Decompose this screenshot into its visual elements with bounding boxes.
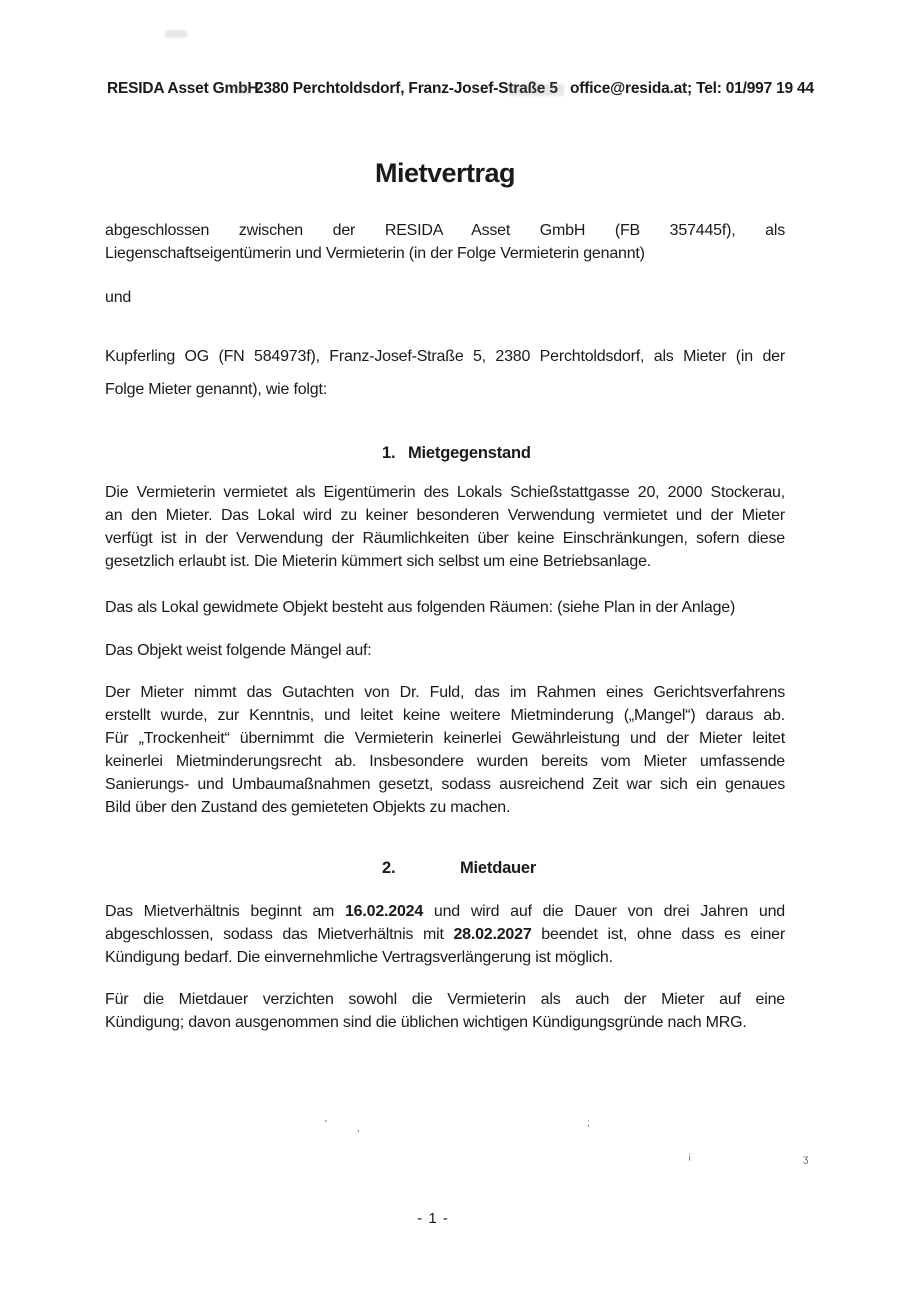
scan-speck: , bbox=[357, 1123, 360, 1134]
text-line: abgeschlossen zwischen der RESIDA Asset GmbH (FB 357445f), als bbox=[105, 222, 785, 239]
text-line: Der Mieter nimmt das Gutachten von Dr. Fuld, das im Rahmen eines Gerichtsverfahrens bbox=[105, 684, 785, 701]
section-2-heading: Mietdauer bbox=[460, 859, 537, 877]
lease-start-date: 16.02.2024 bbox=[344, 903, 424, 920]
scan-speck: ¡ bbox=[688, 1151, 692, 1162]
letterhead-contact: office@resida.at; Tel: 01/997 19 44 bbox=[570, 80, 814, 97]
intro-paragraph-1 bbox=[105, 219, 785, 265]
letterhead-company: RESIDA Asset GmbH bbox=[107, 80, 259, 97]
section-1-paragraph-1 bbox=[105, 481, 785, 573]
section-2-paragraph-2 bbox=[105, 988, 785, 1034]
scan-smudge bbox=[165, 30, 187, 38]
page-number: - 1 - bbox=[417, 1210, 449, 1227]
letterhead-address: 2380 Perchtoldsdorf, Franz-Josef-Straße 5 bbox=[255, 80, 558, 97]
text-line: Kündigung bedarf. Die einvernehmliche Vertragsverlängerung ist möglich. bbox=[105, 949, 613, 966]
text-line: Für die Mietdauer verzichten sowohl die Vermieterin als auch der Mieter auf eine bbox=[105, 991, 785, 1008]
text-line: verfügt ist in der Verwendung der Räumlichkeiten über keine Einschränkungen, sofern diese bbox=[105, 530, 785, 547]
text-line: Folge Mieter genannt), wie folgt: bbox=[105, 381, 327, 398]
text-line bbox=[105, 923, 785, 946]
scan-speck: ; bbox=[587, 1118, 590, 1129]
intro-paragraph-2 bbox=[105, 340, 785, 406]
document-title: Mietvertrag bbox=[374, 158, 516, 188]
section-2-number: 2. bbox=[382, 859, 396, 877]
text-line: Bild über den Zustand des gemieteten Objekts zu machen. bbox=[105, 799, 511, 816]
scan-smudge bbox=[508, 84, 564, 96]
text-segment: beendet ist, ohne dass es einer bbox=[531, 926, 785, 943]
text-segment: Das Mietverhältnis beginnt am bbox=[105, 903, 345, 920]
section-2-paragraph-1 bbox=[105, 900, 785, 969]
text-line: an den Mieter. Das Lokal wird zu keiner besonderen Verwendung vermietet und der Mieter bbox=[105, 507, 785, 524]
scan-smudge bbox=[233, 85, 251, 94]
scan-speck: ' bbox=[325, 1119, 327, 1130]
text-line: Das Objekt weist folgende Mängel auf: bbox=[105, 642, 372, 659]
text-line: Für „Trockenheit“ übernimmt die Vermieterin keinerlei Gewährleistung und der Mieter leitet bbox=[105, 730, 785, 747]
lease-end-date: 28.02.2027 bbox=[453, 926, 532, 943]
text-segment: und wird auf die Dauer von drei Jahren und bbox=[423, 903, 785, 920]
text-line: keinerlei Mietminderungsrecht ab. Insbesondere wurden bereits vom Mieter umfassende bbox=[105, 753, 785, 770]
intro-connector bbox=[105, 286, 785, 309]
text-line: erstellt wurde, zur Kenntnis, und leitet keine weitere Mietminderung („Mangel“) daraus ab. bbox=[105, 707, 785, 724]
section-1-number: 1. bbox=[382, 444, 396, 462]
section-1-paragraph-3 bbox=[105, 639, 785, 662]
section-1-heading: Mietgegenstand bbox=[408, 444, 531, 462]
text-line: Das als Lokal gewidmete Objekt besteht aus folgenden Räumen: (siehe Plan in der Anlage) bbox=[105, 599, 736, 616]
text-line: Liegenschaftseigentümerin und Vermieterin (in der Folge Vermieterin genannt) bbox=[105, 245, 645, 262]
text-line: Die Vermieterin vermietet als Eigentümerin des Lokals Schießstattgasse 20, 2000 Stockerau, bbox=[105, 484, 785, 501]
section-1-paragraph-4 bbox=[105, 681, 785, 819]
text-line bbox=[105, 900, 785, 923]
text-line: Kündigung; davon ausgenommen sind die üblichen wichtigen Kündigungsgründe nach MRG. bbox=[105, 1014, 747, 1031]
text-segment: abgeschlossen, sodass das Mietverhältnis mit bbox=[105, 926, 454, 943]
text-line: Kupferling OG (FN 584973f), Franz-Josef-Straße 5, 2380 Perchtoldsdorf, als Mieter (in der bbox=[105, 348, 785, 365]
section-1-paragraph-2 bbox=[105, 596, 785, 619]
text-line: gesetzlich erlaubt ist. Die Mieterin kümmert sich selbst um eine Betriebsanlage. bbox=[105, 553, 652, 570]
scan-speck: ʒ bbox=[803, 1154, 809, 1165]
text-line: und bbox=[105, 289, 132, 306]
text-line: Sanierungs- und Umbaumaßnahmen gesetzt, sodass ausreichend Zeit war sich ein genaues bbox=[105, 776, 785, 793]
